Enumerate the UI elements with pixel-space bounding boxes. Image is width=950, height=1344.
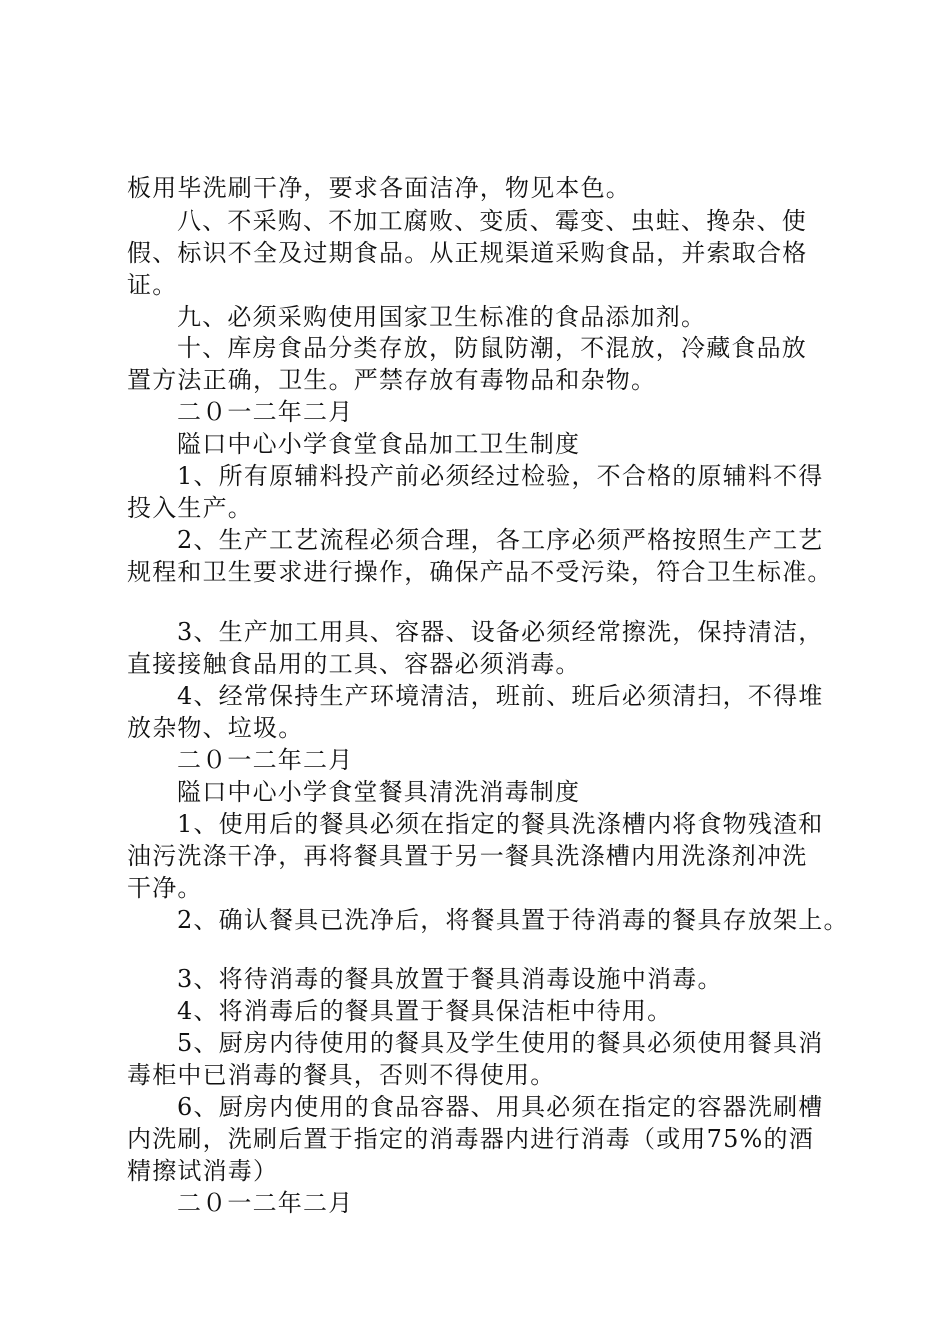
text-line: 3、生产加工用具、容器、设备必须经常擦洗，保持清洁， — [177, 618, 824, 646]
text-line: 干净。 — [127, 874, 203, 902]
text-line: 3、将待消毒的餐具放置于餐具消毒设施中消毒。 — [177, 965, 723, 993]
text-line: 2、生产工艺流程必须合理，各工序必须严格按照生产工艺 — [177, 526, 824, 554]
text-line: 油污洗涤干净，再将餐具置于另一餐具洗涤槽内用洗涤剂冲洗 — [127, 842, 808, 870]
text-line: 置方法正确，卫生。严禁存放有毒物品和杂物。 — [127, 366, 657, 394]
date-line: 二０一二年二月 — [177, 1189, 354, 1217]
text-line: 4、将消毒后的餐具置于餐具保洁柜中待用。 — [177, 997, 673, 1025]
text-line: 5、厨房内待使用的餐具及学生使用的餐具必须使用餐具消 — [177, 1029, 824, 1057]
section-title: 隘口中心小学食堂餐具清洗消毒制度 — [177, 778, 581, 806]
text-line: 十、库房食品分类存放，防鼠防潮，不混放，冷藏食品放 — [177, 334, 807, 362]
text-line: 6、厨房内使用的食品容器、用具必须在指定的容器洗刷槽 — [177, 1093, 824, 1121]
text-line: 1、所有原辅料投产前必须经过检验，不合格的原辅料不得 — [177, 462, 824, 490]
date-line: 二０一二年二月 — [177, 398, 354, 426]
section-title: 隘口中心小学食堂食品加工卫生制度 — [177, 430, 581, 458]
text-line: 2、确认餐具已洗净后，将餐具置于待消毒的餐具存放架上。 — [177, 906, 849, 934]
text-line: 假、标识不全及过期食品。从正规渠道采购食品，并索取合格 — [127, 239, 808, 267]
text-line: 证。 — [127, 271, 178, 299]
text-line: 精擦试消毒） — [127, 1157, 279, 1185]
text-line: 直接接触食品用的工具、容器必须消毒。 — [127, 650, 581, 678]
text-line: 内洗刷，洗刷后置于指定的消毒器内进行消毒（或用75%的酒 — [127, 1125, 814, 1153]
date-line: 二０一二年二月 — [177, 746, 354, 774]
text-line: 投入生产。 — [127, 494, 253, 522]
text-line: 放杂物、垃圾。 — [127, 714, 304, 742]
text-line: 规程和卫生要求进行操作，确保产品不受污染，符合卫生标准。 — [127, 558, 833, 586]
text-line: 4、经常保持生产环境清洁，班前、班后必须清扫，不得堆 — [177, 682, 824, 710]
text-line: 板用毕洗刷干净，要求各面洁净，物见本色。 — [127, 174, 631, 202]
text-line: 毒柜中已消毒的餐具，否则不得使用。 — [127, 1061, 556, 1089]
text-line: 九、必须采购使用国家卫生标准的食品添加剂。 — [177, 303, 707, 331]
text-line: 1、使用后的餐具必须在指定的餐具洗涤槽内将食物残渣和 — [177, 810, 824, 838]
text-line: 八、不采购、不加工腐败、变质、霉变、虫蛀、搀杂、使 — [177, 207, 807, 235]
